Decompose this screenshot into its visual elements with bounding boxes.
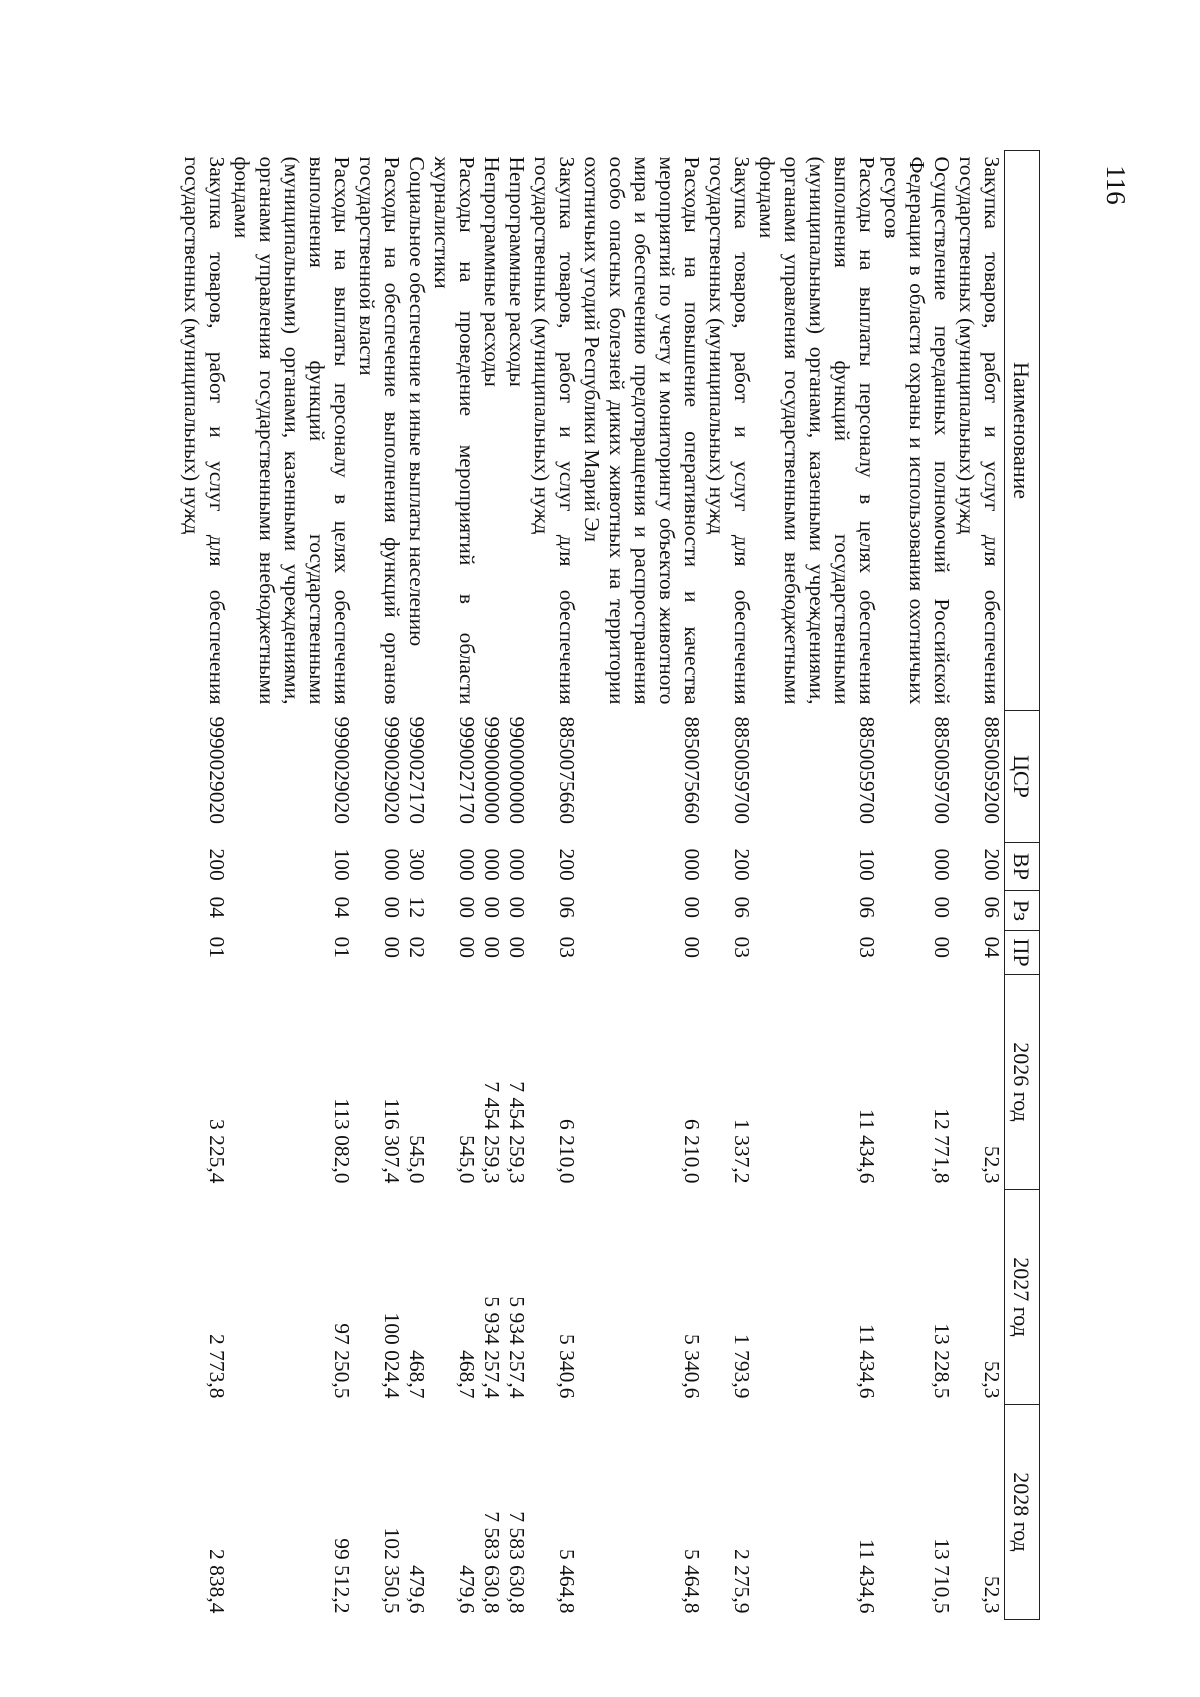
row-2028: 5 464,8 — [680, 1549, 704, 1614]
row-2027: 468,7 — [455, 1350, 479, 1399]
row-vr: 000 — [930, 848, 954, 881]
row-pr: 00 — [380, 936, 404, 958]
row-2027: 97 250,5 — [330, 1323, 354, 1399]
row-csr: 8850059200 — [980, 716, 1004, 824]
row-pr: 01 — [330, 936, 354, 958]
row-pr: 02 — [405, 936, 429, 958]
row-vr: 000 — [505, 848, 529, 881]
row-2026: 12 771,8 — [930, 1108, 954, 1184]
row-csr: 8850075660 — [555, 716, 579, 824]
row-2026: 52,3 — [980, 1145, 1004, 1184]
table-body — [179, 151, 1005, 1620]
row-2028: 2 838,4 — [205, 1549, 229, 1614]
row-vr: 200 — [980, 848, 1004, 881]
header-rz: Рз — [1005, 891, 1040, 931]
row-2028: 99 512,2 — [330, 1538, 354, 1614]
row-vr: 300 — [405, 848, 429, 881]
row-2026: 7 454 259,3 — [505, 1081, 529, 1184]
row-vr: 200 — [205, 848, 229, 881]
row-pr: 03 — [555, 936, 579, 958]
row-pr: 04 — [980, 936, 1004, 958]
row-2028: 479,6 — [455, 1565, 479, 1614]
row-rz: 00 — [680, 896, 704, 918]
row-2027: 5 934 257,4 — [505, 1296, 529, 1399]
row-csr: 9990029020 — [205, 716, 229, 824]
table-row — [504, 151, 529, 1620]
row-name: Осуществление переданных полномочий Российской Федерации в области охраны и использования охотничьих ресурсов — [880, 156, 954, 705]
row-csr: 9990029020 — [330, 716, 354, 824]
row-2028: 5 464,8 — [555, 1549, 579, 1614]
table-row — [579, 151, 704, 1620]
row-rz: 12 — [405, 896, 429, 918]
row-name: Непрограммные расходы — [480, 156, 504, 387]
row-rz: 06 — [555, 896, 579, 918]
header-2026: 2026 год — [1005, 975, 1040, 1190]
row-2027: 2 773,8 — [205, 1334, 229, 1399]
budget-table — [179, 150, 1040, 1620]
row-csr: 9990029020 — [380, 716, 404, 824]
row-pr: 03 — [730, 936, 754, 958]
row-2027: 5 934 257,4 — [480, 1296, 504, 1399]
row-rz: 06 — [855, 896, 879, 918]
row-2026: 545,0 — [455, 1135, 479, 1184]
header-pr: ПР — [1005, 931, 1040, 975]
header-2027: 2027 год — [1005, 1190, 1040, 1405]
table-row — [179, 151, 229, 1620]
row-vr: 100 — [855, 848, 879, 881]
row-2026: 113 082,0 — [330, 1098, 354, 1184]
row-pr: 00 — [680, 936, 704, 958]
table-row — [704, 151, 754, 1620]
row-2026: 1 337,2 — [730, 1119, 754, 1184]
row-rz: 06 — [730, 896, 754, 918]
row-pr: 00 — [480, 936, 504, 958]
row-2026: 7 454 259,3 — [480, 1081, 504, 1184]
row-2028: 11 434,6 — [855, 1539, 879, 1614]
table-row — [429, 151, 479, 1620]
row-vr: 000 — [380, 848, 404, 881]
header-csr: ЦСР — [1005, 711, 1040, 843]
row-name: Закупка товаров, работ и услуг для обеспечения государственных (муниципальных) нужд — [530, 156, 579, 705]
row-2026: 6 210,0 — [680, 1119, 704, 1184]
row-csr: 8850075660 — [680, 716, 704, 824]
row-name: Закупка товаров, работ и услуг для обеспечения государственных (муниципальных) нужд — [955, 156, 1004, 705]
row-pr: 03 — [855, 936, 879, 958]
row-2026: 116 307,4 — [380, 1098, 404, 1184]
table-row — [529, 151, 579, 1620]
row-vr: 200 — [730, 848, 754, 881]
row-name: Расходы на проведение мероприятий в области журналистики — [430, 156, 479, 705]
row-2026: 545,0 — [405, 1135, 429, 1184]
row-name: Расходы на выплаты персоналу в целях обеспечения выполнения функций государственными (муниципальными) органами, казенными учреждениями, органами управления государственными внебюджетными фондами — [755, 156, 879, 705]
row-name: Закупка товаров, работ и услуг для обеспечения государственных (муниципальных) нужд — [180, 156, 229, 705]
row-pr: 00 — [505, 936, 529, 958]
row-pr: 00 — [930, 936, 954, 958]
row-name: Непрограммные расходы — [505, 156, 529, 387]
row-vr: 000 — [455, 848, 479, 881]
row-2028: 52,3 — [980, 1575, 1004, 1614]
row-pr: 01 — [205, 936, 229, 958]
table-row — [229, 151, 354, 1620]
row-csr: 8850059700 — [855, 716, 879, 824]
row-csr: 9900000000 — [505, 716, 529, 824]
table-row — [479, 151, 504, 1620]
table-row — [954, 151, 1005, 1620]
row-2028: 479,6 — [405, 1565, 429, 1614]
row-vr: 000 — [680, 848, 704, 881]
row-rz: 00 — [455, 896, 479, 918]
rotated-page-content — [180, 150, 1040, 1620]
row-2026: 11 434,6 — [855, 1109, 879, 1184]
row-2026: 3 225,4 — [205, 1119, 229, 1184]
row-vr: 200 — [555, 848, 579, 881]
header-2028: 2028 год — [1005, 1405, 1040, 1620]
row-pr: 00 — [455, 936, 479, 958]
row-rz: 04 — [205, 896, 229, 918]
row-2028: 2 275,9 — [730, 1549, 754, 1614]
table-row — [879, 151, 954, 1620]
row-csr: 9990027170 — [455, 716, 479, 824]
row-name: Расходы на выплаты персоналу в целях обеспечения выполнения функций государственными (муниципальными) органами, казенными учреждениями, органами управления государственными внебюджетными фондами — [230, 156, 354, 705]
row-2027: 52,3 — [980, 1360, 1004, 1399]
row-csr: 9990027170 — [405, 716, 429, 824]
table-row — [754, 151, 879, 1620]
row-csr: 8850059700 — [930, 716, 954, 824]
row-name: Расходы на обеспечение выполнения функций органов государственной власти — [355, 156, 404, 705]
page-number: 116 — [1101, 165, 1131, 205]
row-rz: 04 — [330, 896, 354, 918]
row-csr: 9990000000 — [480, 716, 504, 824]
row-2027: 5 340,6 — [555, 1334, 579, 1399]
row-2028: 7 583 630,8 — [505, 1511, 529, 1614]
header-name: Наименование — [1005, 151, 1040, 711]
row-2027: 468,7 — [405, 1350, 429, 1399]
row-rz: 06 — [980, 896, 1004, 918]
row-2027: 100 024,4 — [380, 1312, 404, 1399]
table-row — [354, 151, 404, 1620]
row-2027: 5 340,6 — [680, 1334, 704, 1399]
header-vr: ВР — [1005, 843, 1040, 891]
row-name: Расходы на повышение оперативности и качества мероприятий по учету и мониторингу объектов животного мира и обеспечению предотвращения и распространения особо опасных болезней диких животных на территории охотничьих угодий Республики Марий Эл — [580, 156, 704, 705]
row-rz: 00 — [505, 896, 529, 918]
row-name: Закупка товаров, работ и услуг для обеспечения государственных (муниципальных) нужд — [705, 156, 754, 705]
row-2026: 6 210,0 — [555, 1119, 579, 1184]
row-rz: 00 — [380, 896, 404, 918]
row-2028: 7 583 630,8 — [480, 1511, 504, 1614]
row-2028: 13 710,5 — [930, 1538, 954, 1614]
row-vr: 100 — [330, 848, 354, 881]
row-vr: 000 — [480, 848, 504, 881]
table-header-row — [1005, 151, 1040, 1620]
row-2028: 102 350,5 — [380, 1527, 404, 1614]
row-name: Социальное обеспечение и иные выплаты населению — [405, 156, 429, 647]
row-rz: 00 — [930, 896, 954, 918]
row-2027: 13 228,5 — [930, 1323, 954, 1399]
table-row — [404, 151, 429, 1620]
row-csr: 8850059700 — [730, 716, 754, 824]
row-2027: 11 434,6 — [855, 1324, 879, 1399]
row-rz: 00 — [480, 896, 504, 918]
row-2027: 1 793,9 — [730, 1334, 754, 1399]
